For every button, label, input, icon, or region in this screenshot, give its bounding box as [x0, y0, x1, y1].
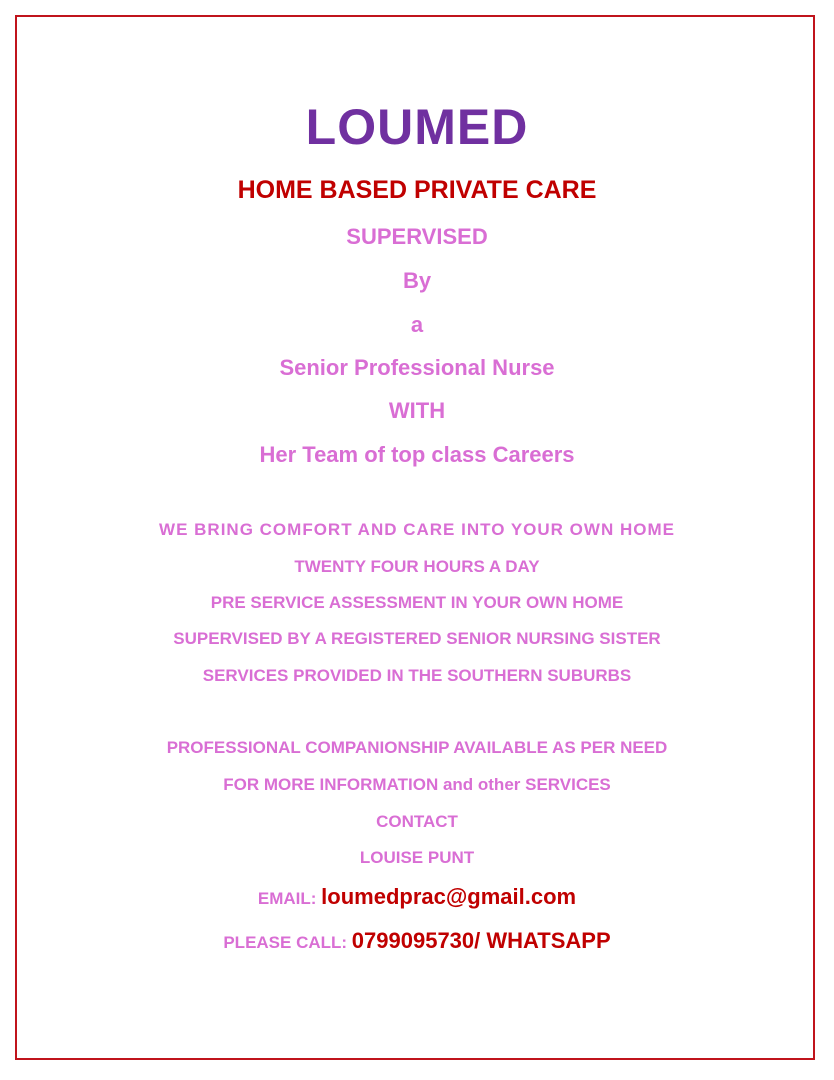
- service-heading: HOME BASED PRIVATE CARE: [237, 176, 597, 204]
- brand-title: LOUMED: [305, 99, 529, 155]
- intro-line-nurse: Senior Professional Nurse: [279, 355, 555, 380]
- intro-line-supervised: SUPERVISED: [346, 224, 488, 249]
- contact-line-companionship: PROFESSIONAL COMPANIONSHIP AVAILABLE AS PER NEED: [166, 738, 668, 757]
- contact-line-contact: CONTACT: [376, 812, 458, 831]
- phone-row: [0, 928, 834, 954]
- contact-line-info: FOR MORE INFORMATION and other SERVICES: [223, 775, 611, 794]
- service-line-comfort: WE BRING COMFORT AND CARE INTO YOUR OWN HOME: [159, 520, 675, 539]
- service-line-hours: TWENTY FOUR HOURS A DAY: [294, 557, 540, 576]
- service-line-area: SERVICES PROVIDED IN THE SOUTHERN SUBURBS: [202, 666, 632, 685]
- intro-line-a: a: [410, 312, 424, 337]
- email-row: [0, 884, 834, 910]
- service-line-assessment: PRE SERVICE ASSESSMENT IN YOUR OWN HOME: [210, 593, 624, 612]
- intro-line-team: Her Team of top class Careers: [259, 442, 575, 467]
- contact-line-name: LOUISE PUNT: [359, 848, 475, 867]
- email-link[interactable]: loumedprac@gmail.com: [321, 884, 577, 909]
- phone-link[interactable]: 0799095730/ WHATSAPP: [351, 928, 611, 953]
- email-label: EMAIL:: [257, 889, 322, 908]
- service-line-supervision: SUPERVISED BY A REGISTERED SENIOR NURSING SISTER: [173, 629, 661, 648]
- phone-label: PLEASE CALL:: [223, 933, 352, 952]
- intro-line-by: By: [402, 268, 432, 293]
- intro-line-with: WITH: [388, 398, 446, 423]
